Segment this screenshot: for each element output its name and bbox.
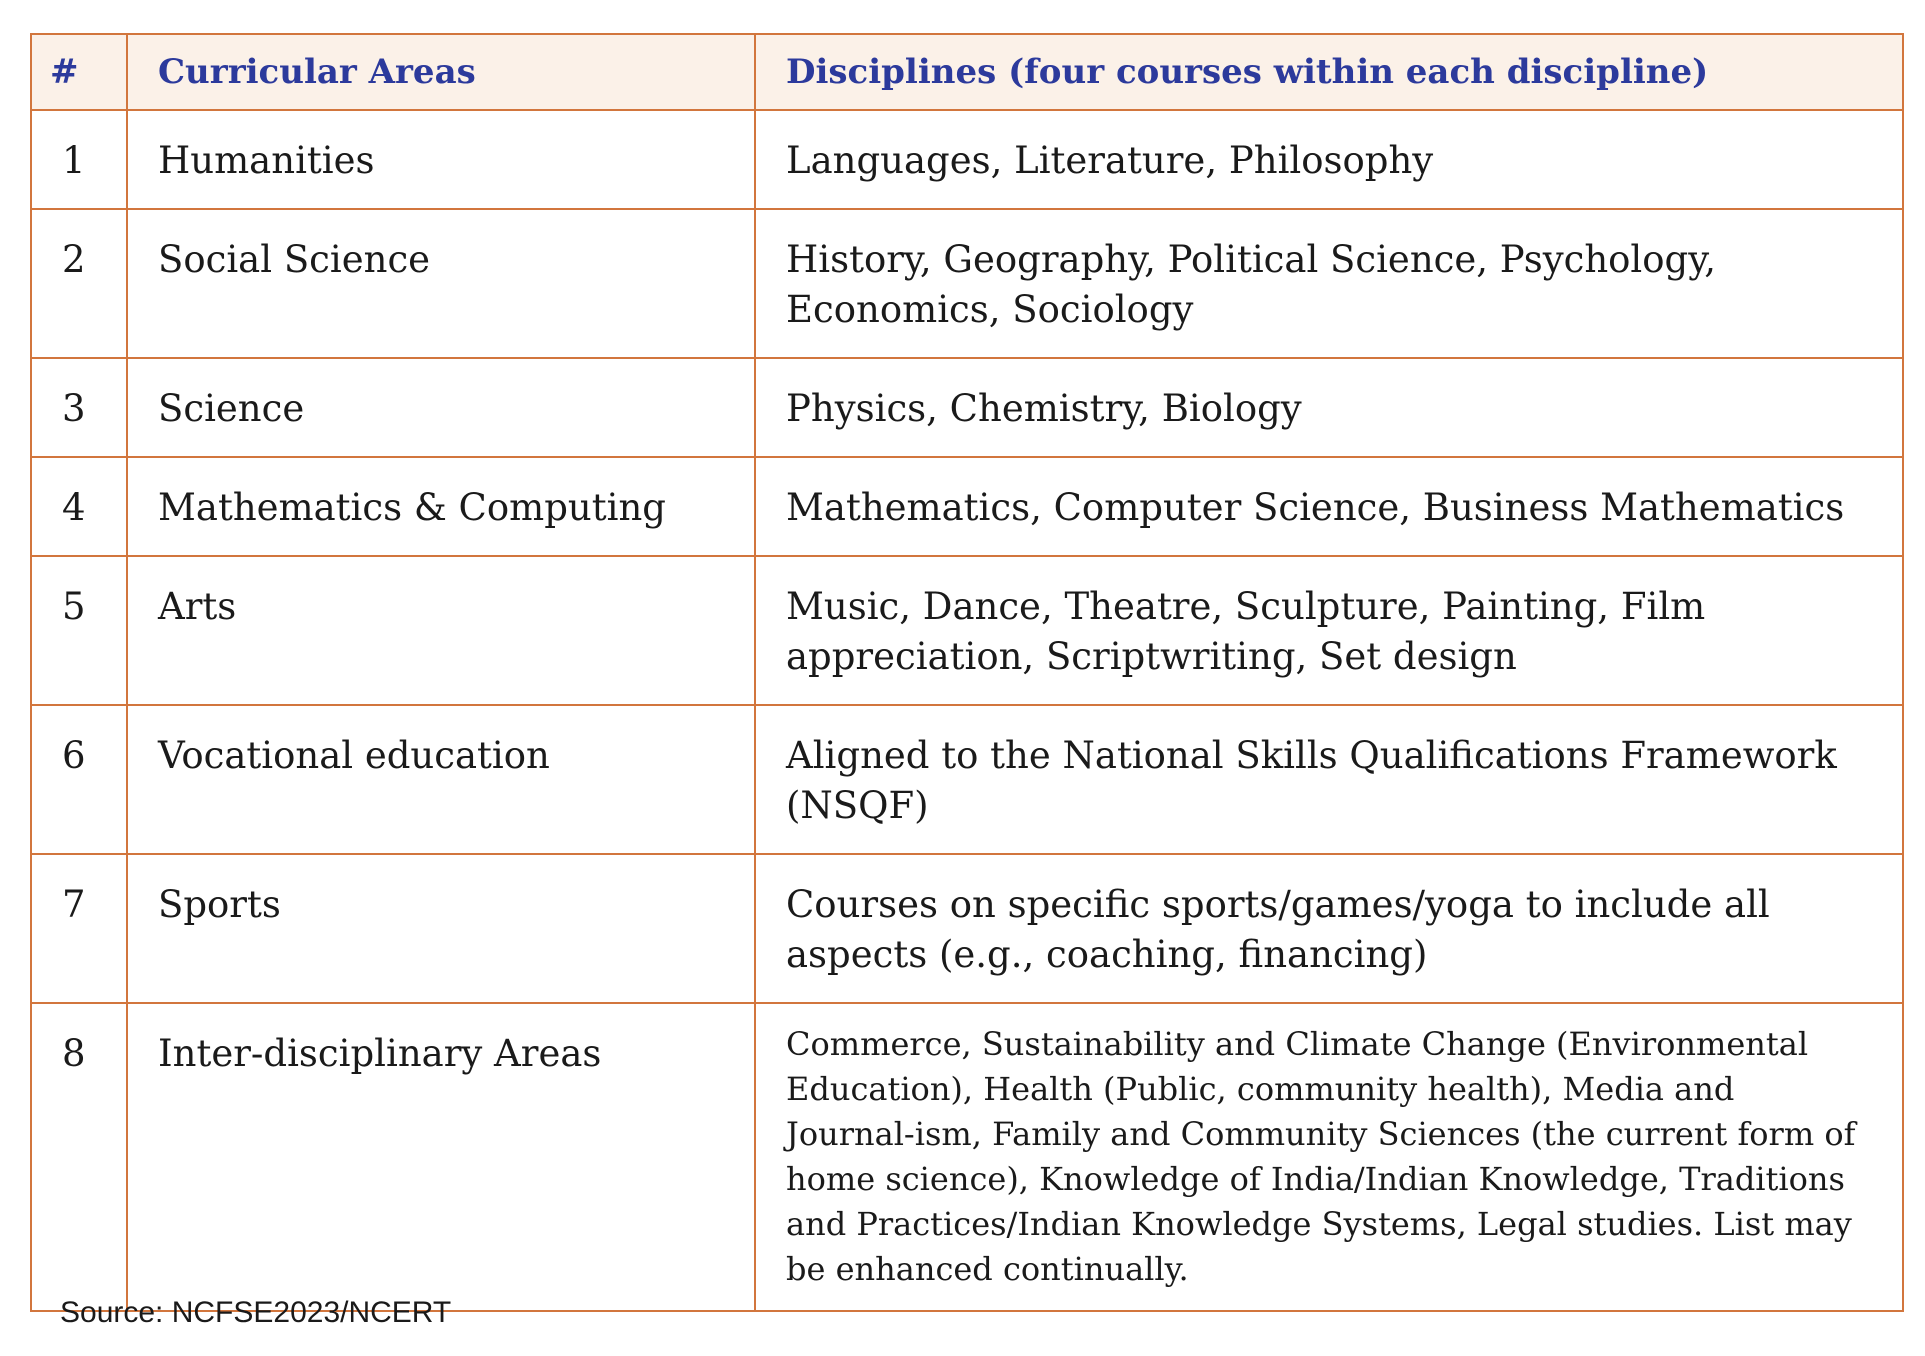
table-row — [31, 457, 1903, 556]
row-number: 5 — [31, 556, 127, 705]
disciplines: Aligned to the National Skills Qualifications Framework (NSQF) — [755, 705, 1903, 854]
table-row — [31, 209, 1903, 358]
disciplines: Music, Dance, Theatre, Sculpture, Painting, Film appreciation, Scriptwriting, Set design — [755, 556, 1903, 705]
row-number: 1 — [31, 110, 127, 209]
table-header-row — [31, 34, 1903, 110]
curricular-area: Inter-disciplinary Areas — [127, 1003, 755, 1311]
disciplines: Languages, Literature, Philosophy — [755, 110, 1903, 209]
curricular-area: Mathematics & Computing — [127, 457, 755, 556]
table-row — [31, 358, 1903, 457]
header-disciplines: Disciplines (four courses within each discipline) — [755, 34, 1903, 110]
header-curricular-areas: Curricular Areas — [127, 34, 755, 110]
table-row — [31, 556, 1903, 705]
curricular-area: Sports — [127, 854, 755, 1003]
curricular-area: Science — [127, 358, 755, 457]
source-note: Source: NCFSE2023/NCERT — [60, 1296, 452, 1329]
table-row — [31, 705, 1903, 854]
row-number: 4 — [31, 457, 127, 556]
disciplines: Courses on specific sports/games/yoga to include all aspects (e.g., coaching, financing) — [755, 854, 1903, 1003]
table-row — [31, 1003, 1903, 1311]
disciplines: Physics, Chemistry, Biology — [755, 358, 1903, 457]
disciplines: Commerce, Sustainability and Climate Change (Environmental Education), Health (Public, community health), Media and Journal-ism, Family and Community Sciences (the current form of home science), Knowledge of India/Indian Knowledge, Traditions and Practices/Indian Knowledge Systems, Legal studies. List may be enhanced continually. — [755, 1003, 1903, 1311]
table-row — [31, 110, 1903, 209]
curricular-areas-table-wrapper — [30, 33, 1904, 1312]
header-number: # — [31, 34, 127, 110]
curricular-area: Social Science — [127, 209, 755, 358]
curricular-areas-table — [30, 33, 1904, 1312]
row-number: 8 — [31, 1003, 127, 1311]
row-number: 3 — [31, 358, 127, 457]
row-number: 2 — [31, 209, 127, 358]
curricular-area: Humanities — [127, 110, 755, 209]
row-number: 7 — [31, 854, 127, 1003]
disciplines: History, Geography, Political Science, Psychology, Economics, Sociology — [755, 209, 1903, 358]
curricular-area: Vocational education — [127, 705, 755, 854]
table-row — [31, 854, 1903, 1003]
disciplines: Mathematics, Computer Science, Business Mathematics — [755, 457, 1903, 556]
curricular-area: Arts — [127, 556, 755, 705]
row-number: 6 — [31, 705, 127, 854]
